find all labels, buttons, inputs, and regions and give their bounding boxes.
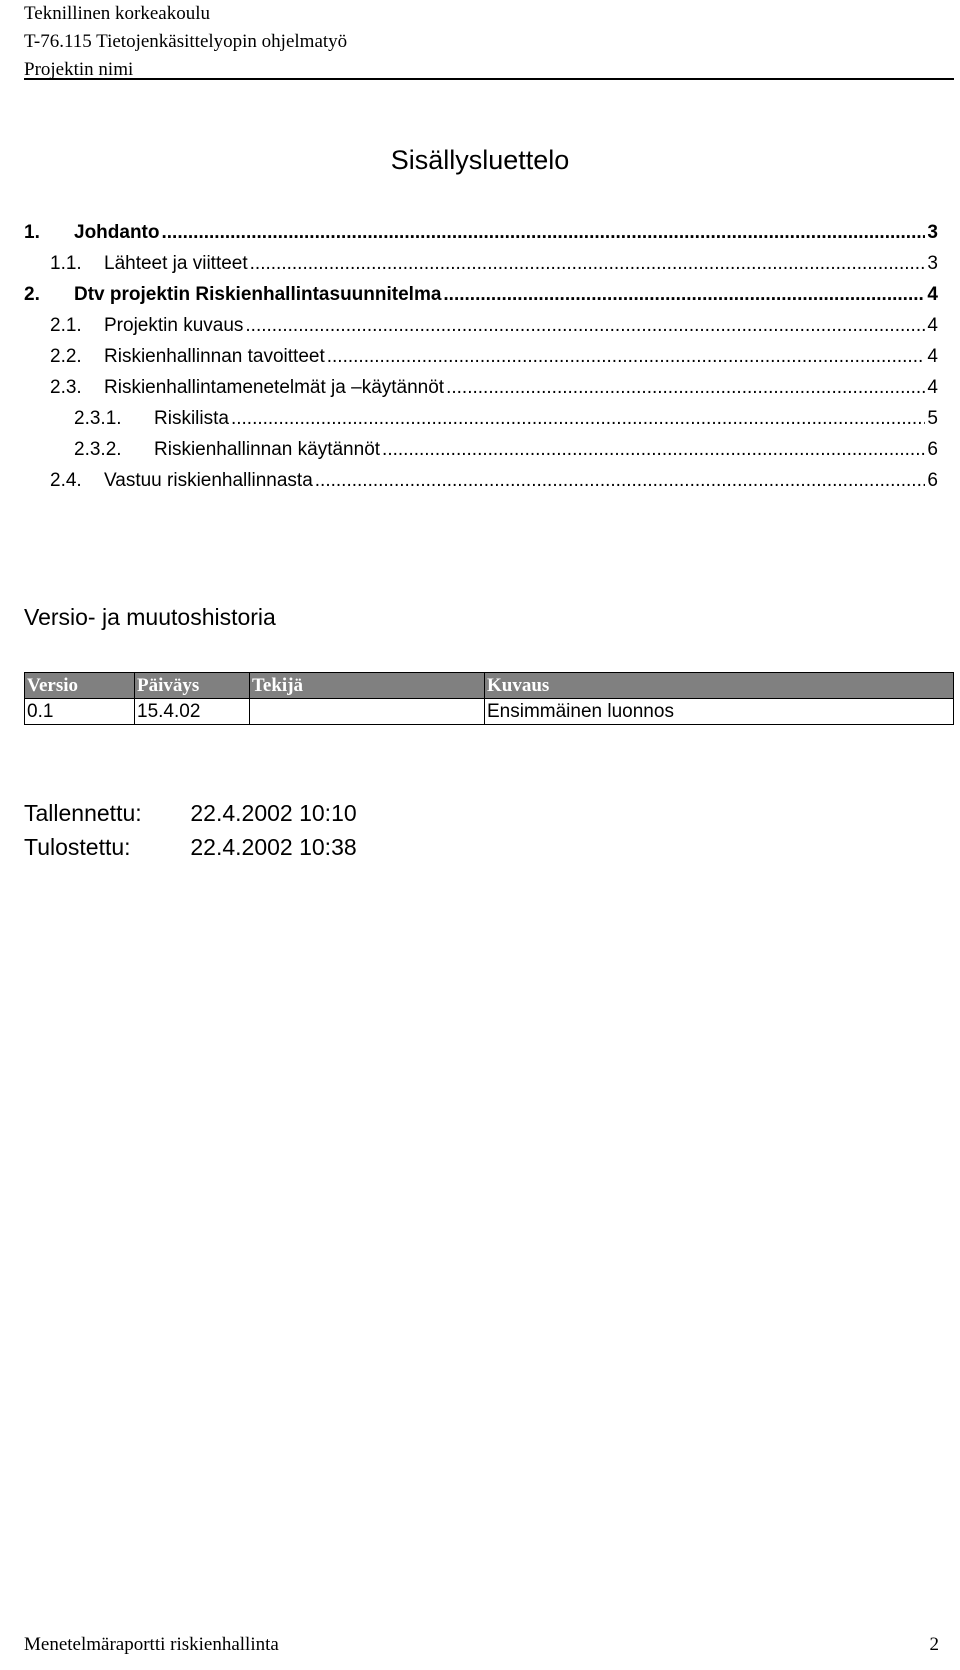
column-header-author: Tekijä <box>250 673 485 699</box>
toc-entry-2-1[interactable] <box>24 310 938 341</box>
toc-entry-page: 4 <box>927 315 938 336</box>
toc-entry-number: 2.3.1. <box>74 408 122 429</box>
toc-entry-2[interactable] <box>24 279 938 310</box>
toc-entry-2-2[interactable] <box>24 341 938 372</box>
cell-date: 15.4.02 <box>135 699 250 725</box>
toc-leader <box>446 372 925 403</box>
column-header-version: Versio <box>25 673 135 699</box>
footer-title: Menetelmäraportti riskienhallinta <box>24 1634 279 1655</box>
saved-value: 22.4.2002 10:10 <box>190 800 357 826</box>
toc-entry-page: 3 <box>927 253 938 274</box>
saved-label: Tallennettu: <box>24 800 142 826</box>
toc-entry-text: Riskienhallintamenetelmät ja –käytännöt <box>104 377 445 398</box>
toc-entry-text: Riskienhallinnan käytännöt <box>154 439 381 460</box>
cell-description: Ensimmäinen luonnos <box>485 699 954 725</box>
toc-entry-2-3[interactable] <box>24 372 938 403</box>
toc-entry-text: Projektin kuvaus <box>104 315 244 336</box>
page-footer <box>24 1634 939 1656</box>
cell-author <box>250 699 485 725</box>
toc-title: Sisällysluettelo <box>390 145 570 175</box>
toc-leader <box>327 341 926 372</box>
toc-entry-text: Vastuu riskienhallinnasta <box>104 470 313 491</box>
version-history-table <box>24 672 954 725</box>
toc-entry-page: 6 <box>927 470 938 491</box>
toc-entry-number: 2.1. <box>50 315 82 336</box>
toc-entry-page: 4 <box>927 346 938 367</box>
toc-entry-number: 1.1. <box>50 253 82 274</box>
header-institution: Teknillinen korkeakoulu <box>24 3 210 24</box>
toc-entry-page: 5 <box>927 408 938 429</box>
toc-entry-number: 2.3.2. <box>74 439 122 460</box>
saved-row <box>24 796 357 830</box>
toc-entry-2-3-2[interactable] <box>24 434 938 465</box>
column-header-date: Päiväys <box>135 673 250 699</box>
version-history-title: Versio- ja muutoshistoria <box>24 604 276 630</box>
toc-entry-text: Johdanto <box>74 222 160 243</box>
toc-leader <box>245 310 925 341</box>
printed-value: 22.4.2002 10:38 <box>190 834 357 860</box>
toc-entry-1-1[interactable] <box>24 248 938 279</box>
header-course: T-76.115 Tietojenkäsittelyopin ohjelmatyö <box>24 31 348 52</box>
toc-entry-2-4[interactable] <box>24 465 938 496</box>
cell-version: 0.1 <box>25 699 135 725</box>
toc-entry-text: Lähteet ja viitteet <box>104 253 248 274</box>
toc-entry-1[interactable] <box>24 217 938 248</box>
table-of-contents <box>24 217 938 496</box>
toc-entry-text: Riskienhallinnan tavoitteet <box>104 346 325 367</box>
toc-entry-number: 2.2. <box>50 346 82 367</box>
toc-leader <box>162 217 926 248</box>
table-header-row <box>25 673 954 699</box>
column-header-description: Kuvaus <box>485 673 954 699</box>
toc-leader <box>250 248 926 279</box>
toc-leader <box>382 434 925 465</box>
printed-label: Tulostettu: <box>24 834 131 860</box>
toc-leader <box>443 279 925 310</box>
toc-entry-page: 6 <box>927 439 938 460</box>
toc-entry-number: 2. <box>24 284 40 305</box>
toc-entry-number: 2.4. <box>50 470 82 491</box>
toc-leader <box>231 403 925 434</box>
toc-entry-text: Riskilista <box>154 408 229 429</box>
toc-entry-number: 1. <box>24 222 40 243</box>
document-metadata <box>24 796 357 864</box>
toc-entry-page: 4 <box>927 284 938 305</box>
toc-entry-2-3-1[interactable] <box>24 403 938 434</box>
header-project-name: Projektin nimi <box>24 59 134 80</box>
page-header <box>24 0 954 84</box>
toc-leader <box>315 465 926 496</box>
toc-entry-page: 4 <box>927 377 938 398</box>
printed-row <box>24 830 357 864</box>
toc-entry-text: Dtv projektin Riskienhallintasuunnitelma <box>74 284 442 305</box>
toc-entry-number: 2.3. <box>50 377 82 398</box>
page-number: 2 <box>929 1634 939 1655</box>
toc-entry-page: 3 <box>927 222 938 243</box>
header-divider <box>24 78 954 80</box>
table-row <box>25 699 954 725</box>
